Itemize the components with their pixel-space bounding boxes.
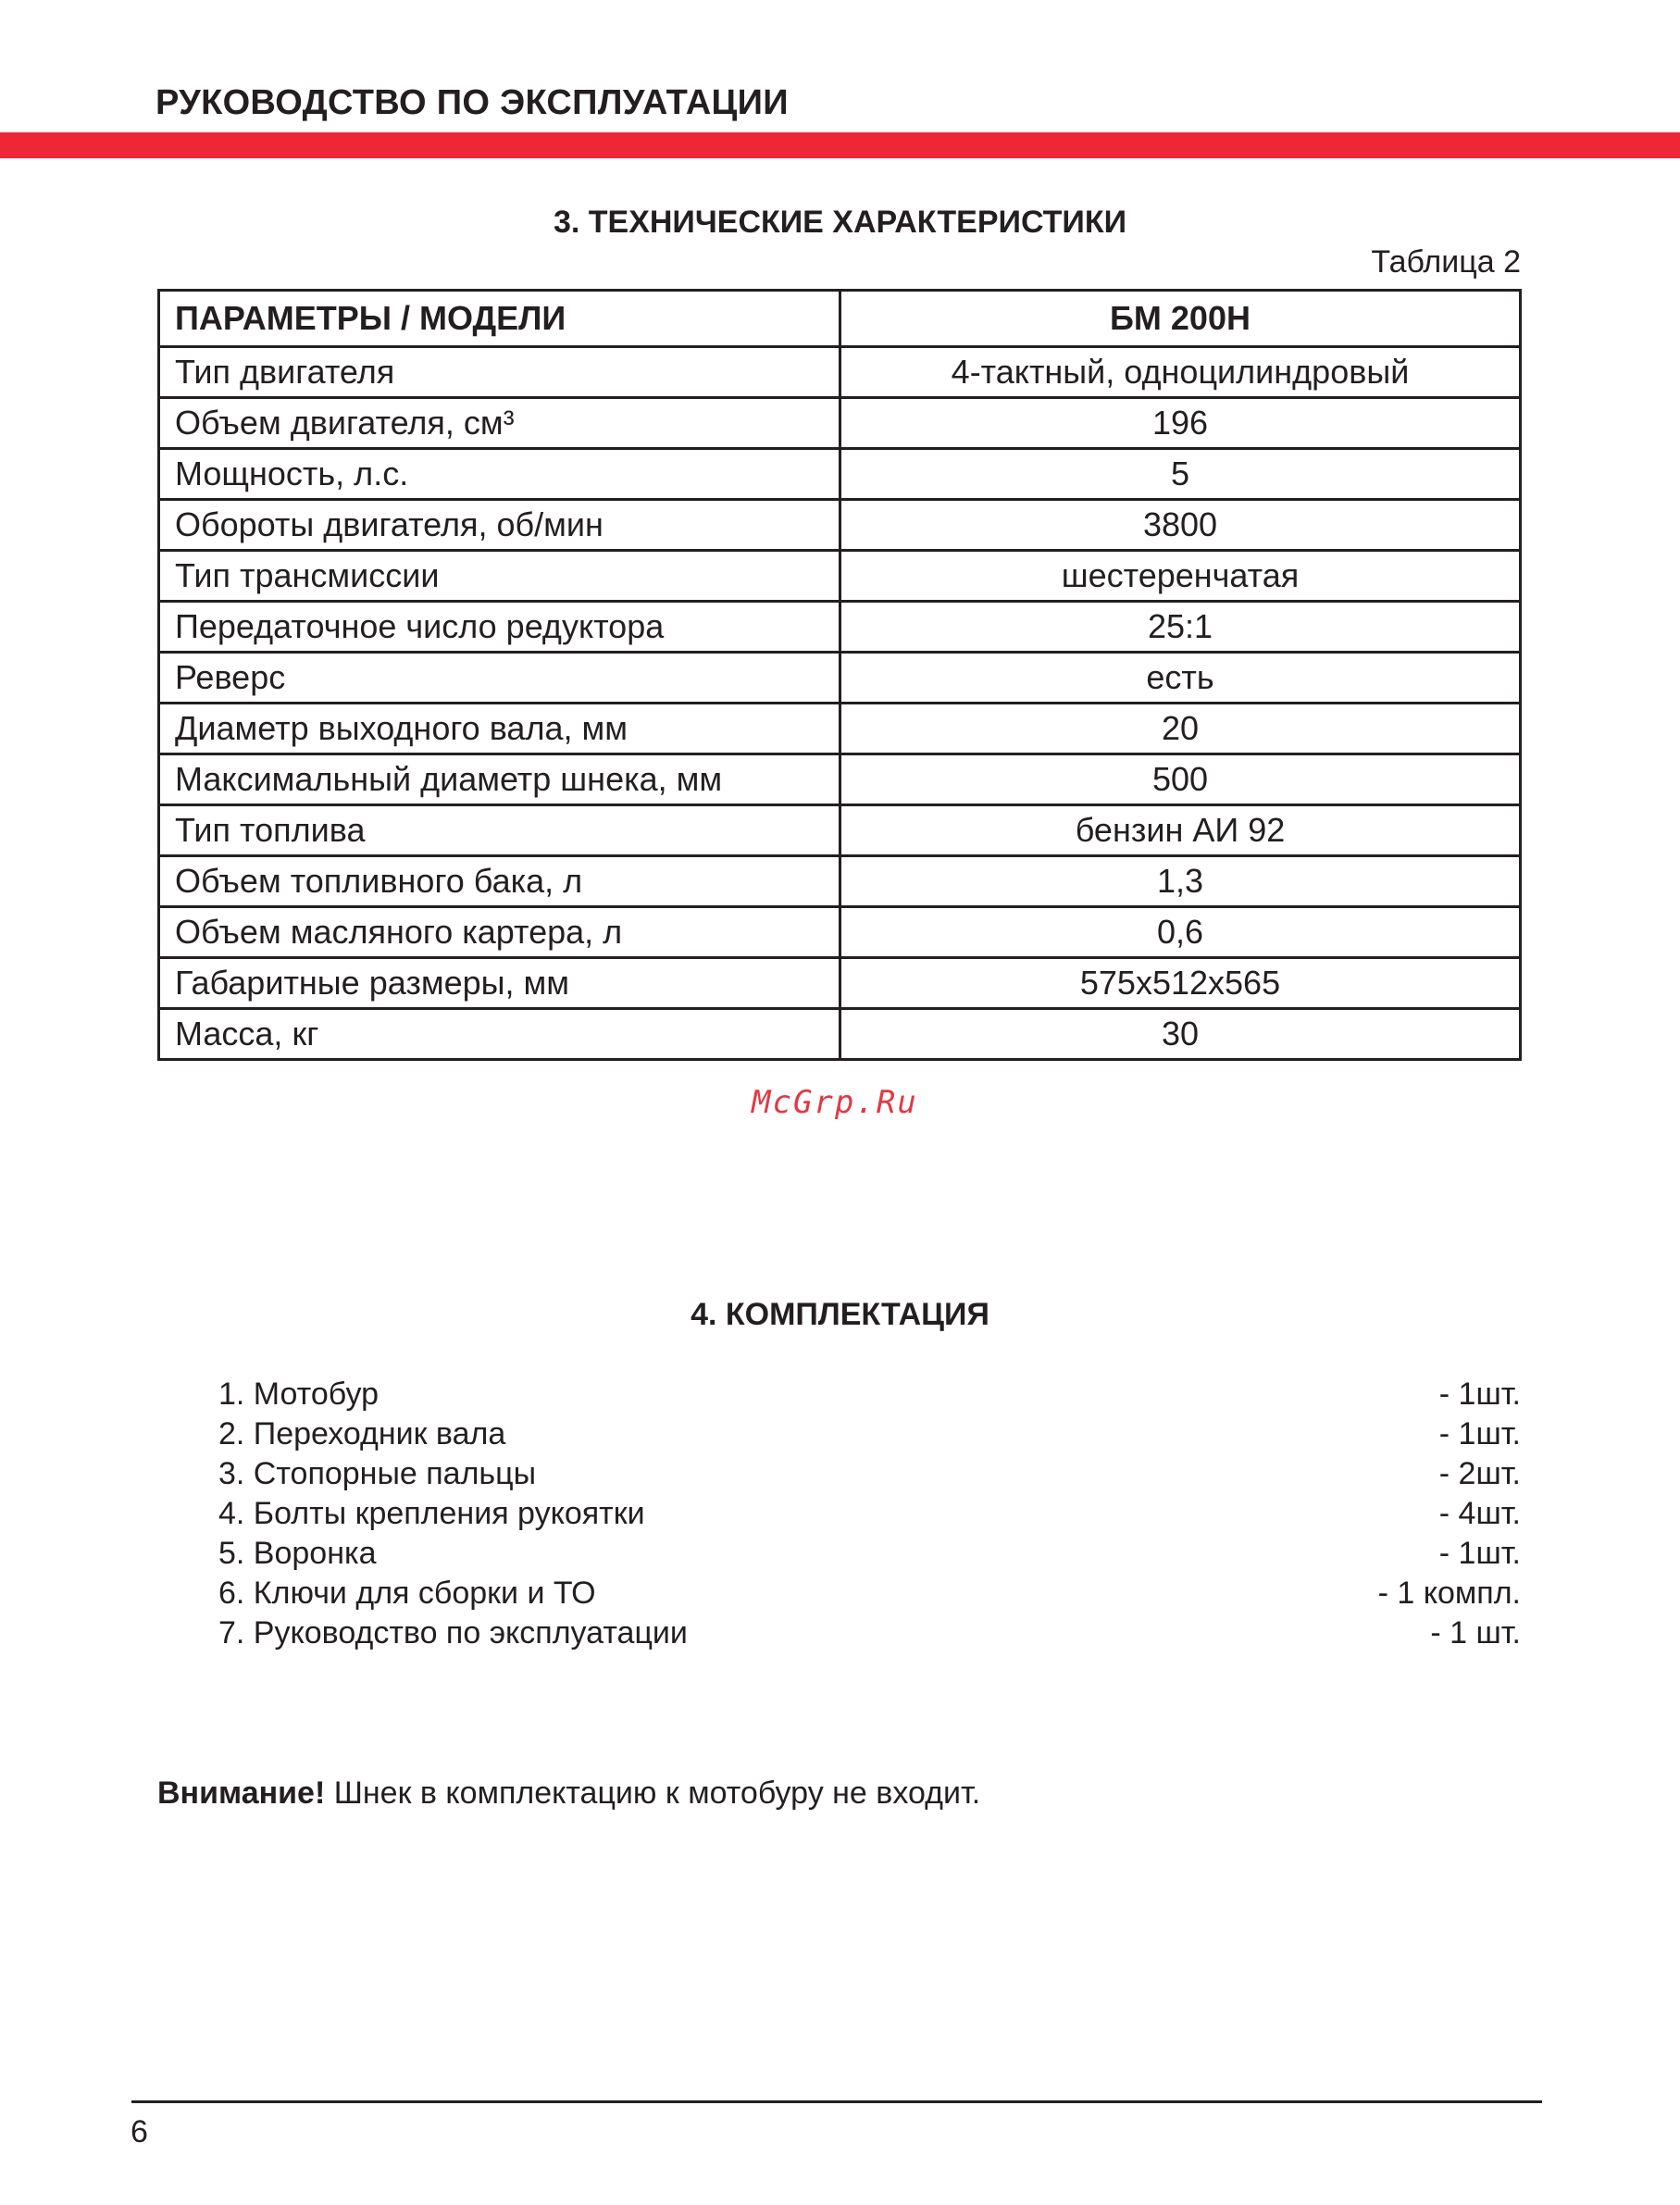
warning-label: Внимание! — [157, 1775, 326, 1811]
param-value: 500 — [840, 754, 1521, 805]
kit-item-name: 6. Ключи для сборки и ТО — [218, 1576, 596, 1611]
table-row — [159, 907, 1521, 958]
kit-item-name: 7. Руководство по эксплуатации — [218, 1615, 688, 1651]
document-header-title: РУКОВОДСТВО ПО ЭКСПЛУАТАЦИИ — [156, 83, 789, 122]
param-value: 3800 — [840, 500, 1521, 551]
table-row — [159, 449, 1521, 500]
param-name: Диаметр выходного вала, мм — [159, 704, 840, 754]
table-row — [159, 856, 1521, 907]
param-name: Объем двигателя, см³ — [159, 398, 840, 449]
list-item — [218, 1494, 1521, 1534]
kit-item-name: 2. Переходник вала — [218, 1416, 506, 1451]
param-name: Тип двигателя — [159, 347, 840, 398]
kit-item-quantity: - 1 шт. — [1430, 1615, 1521, 1651]
table-row — [159, 398, 1521, 449]
list-item — [218, 1375, 1521, 1414]
column-header-model: БМ 200Н — [840, 291, 1521, 347]
watermark-text: McGrp.Ru — [752, 1084, 918, 1121]
specs-table — [157, 289, 1522, 1061]
kit-item-name: 1. Мотобур — [218, 1377, 380, 1412]
param-value: 575х512х565 — [840, 958, 1521, 1009]
kit-item-quantity: - 1шт. — [1438, 1536, 1521, 1571]
param-name: Обороты двигателя, об/мин — [159, 500, 840, 551]
warning-note — [157, 1775, 980, 1812]
column-header-parameters: ПАРАМЕТРЫ / МОДЕЛИ — [159, 291, 840, 347]
param-value: бензин АИ 92 — [840, 805, 1521, 856]
kit-item-quantity: - 1 компл. — [1377, 1576, 1521, 1611]
section-3-title: 3. ТЕХНИЧЕСКИЕ ХАРАКТЕРИСТИКИ — [553, 205, 1127, 240]
footer-divider — [131, 2100, 1542, 2103]
table-row — [159, 1009, 1521, 1060]
kit-item-quantity: - 4шт. — [1438, 1496, 1521, 1531]
param-value: есть — [840, 653, 1521, 704]
table-label: Таблица 2 — [1371, 244, 1521, 280]
param-value: 30 — [840, 1009, 1521, 1060]
table-row — [159, 500, 1521, 551]
kit-item-quantity: - 1шт. — [1438, 1377, 1521, 1412]
param-name: Передаточное число редуктора — [159, 602, 840, 653]
param-value: 20 — [840, 704, 1521, 754]
param-name: Реверс — [159, 653, 840, 704]
list-item — [218, 1534, 1521, 1574]
param-value: 0,6 — [840, 907, 1521, 958]
param-value: 4-тактный, одноцилиндровый — [840, 347, 1521, 398]
param-name: Мощность, л.с. — [159, 449, 840, 500]
param-name: Объем масляного картера, л — [159, 907, 840, 958]
table-header-row — [159, 291, 1521, 347]
list-item — [218, 1414, 1521, 1454]
list-item — [218, 1613, 1521, 1653]
kit-item-quantity: - 1шт. — [1438, 1416, 1521, 1451]
param-value: 25:1 — [840, 602, 1521, 653]
table-row — [159, 551, 1521, 602]
list-item — [218, 1454, 1521, 1494]
param-name: Объем топливного бака, л — [159, 856, 840, 907]
param-value: шестеренчатая — [840, 551, 1521, 602]
kit-item-name: 5. Воронка — [218, 1536, 377, 1571]
table-row — [159, 704, 1521, 754]
table-row — [159, 347, 1521, 398]
table-row — [159, 958, 1521, 1009]
kit-item-name: 4. Болты крепления рукоятки — [218, 1496, 645, 1531]
param-name: Масса, кг — [159, 1009, 840, 1060]
param-name: Габаритные размеры, мм — [159, 958, 840, 1009]
param-value: 196 — [840, 398, 1521, 449]
warning-text: Шнек в комплектацию к мотобуру не входит. — [325, 1775, 981, 1811]
kit-list — [218, 1375, 1521, 1653]
section-4-title: 4. КОМПЛЕКТАЦИЯ — [691, 1297, 989, 1332]
param-name: Максимальный диаметр шнека, мм — [159, 754, 840, 805]
param-name: Тип трансмиссии — [159, 551, 840, 602]
param-value: 5 — [840, 449, 1521, 500]
table-row — [159, 754, 1521, 805]
param-name: Тип топлива — [159, 805, 840, 856]
table-row — [159, 805, 1521, 856]
table-row — [159, 653, 1521, 704]
param-value: 1,3 — [840, 856, 1521, 907]
list-item — [218, 1574, 1521, 1613]
table-row — [159, 602, 1521, 653]
kit-item-quantity: - 2шт. — [1438, 1456, 1521, 1491]
page-number: 6 — [131, 2114, 148, 2149]
header-red-bar — [0, 132, 1680, 158]
kit-item-name: 3. Стопорные пальцы — [218, 1456, 537, 1491]
